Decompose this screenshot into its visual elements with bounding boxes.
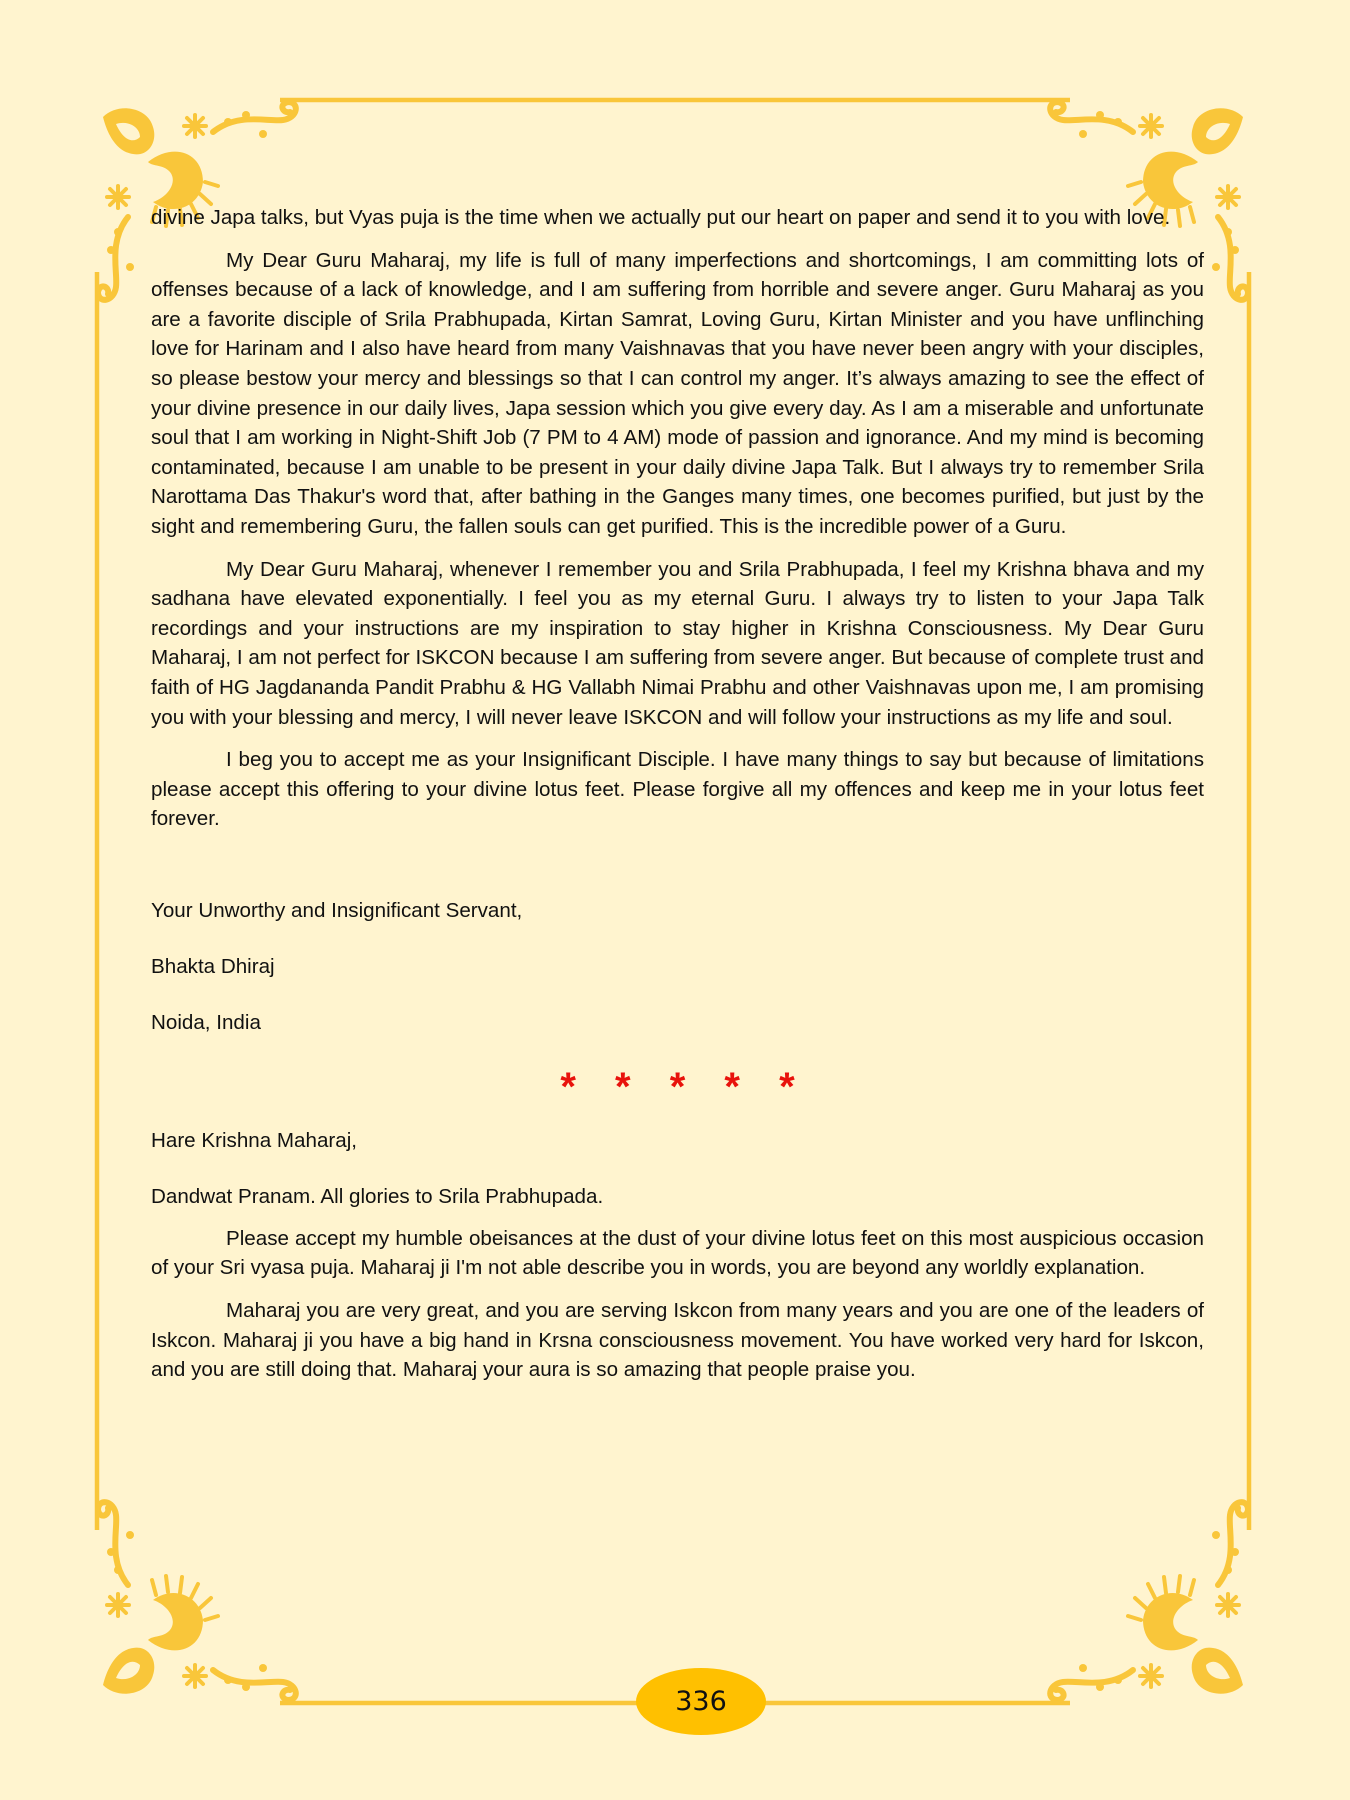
signature-closing: Your Unworthy and Insignificant Servant, [151, 898, 523, 922]
paragraph: Maharaj you are very great, and you are serving Iskcon from many years and you are one of the leaders of Iskcon. Maharaj ji you have a big hand in Krsna consciousness movement. You have worked very hard for Iskcon, and you are still doing that. Maharaj your aura is so amazing that people praise you. [151, 1299, 1204, 1382]
salutation: Hare Krishna Maharaj, [151, 1128, 358, 1152]
paragraph: divine Japa talks, but Vyas puja is the time when we actually put our heart on paper and send it to you with love. [151, 206, 1171, 229]
paragraph: I beg you to accept me as your Insignificant Disciple. I have many things to say but because of limitations please accept this offering to your divine lotus feet. Please forgive all my offences and keep me in your lotus feet forever. [151, 748, 1204, 831]
corner-ornament-bottom-right [1050, 1502, 1248, 1700]
greeting: Dandwat Pranam. All glories to Srila Prabhupada. [151, 1184, 604, 1208]
paragraph: Please accept my humble obeisances at the dust of your divine lotus feet on this most auspicious occasion of your Sri vyasa puja. Maharaj ji I'm not able describe you in words, you are beyond any worldly explanation. [151, 1226, 1204, 1280]
corner-ornament-bottom-left [98, 1502, 296, 1700]
signature-location: Noida, India [151, 1010, 261, 1034]
section-separator: * * * * * [560, 1064, 809, 1109]
paragraph: My Dear Guru Maharaj, whenever I remember you and Srila Prabhupada, I feel my Krishna bhava and my sadhana have elevated exponentially. I feel you as my eternal Guru. I always try to listen to your Japa Talk recordings and your instructions are my inspiration to stay higher in Krishna Consciousness. My Dear Guru Maharaj, I am not perfect for ISKCON because I am suffering from severe anger. But because of complete trust and faith of HG Jagdananda Pandit Prabhu & HG Vallabh Nimai Prabhu and other Vaishnavas upon me, I am promising you with your blessing and mercy, I will never leave ISKCON and will follow your instructions as my life and soul. [151, 557, 1204, 729]
page-number-badge [636, 1668, 766, 1735]
signature-name: Bhakta Dhiraj [151, 954, 275, 978]
page-number: 336 [675, 1686, 727, 1717]
paragraph: My Dear Guru Maharaj, my life is full of many imperfections and shortcomings, I am committing lots of offenses because of a lack of knowledge, and I am suffering from horrible and severe anger. Guru Maharaj as you are a favorite disciple of Srila Prabhupada, Kirtan Samrat, Loving Guru, Kirtan Minister and you have unflinching love for Harinam and I also have heard from many Vaishnavas that you have never been angry with your disciples, so please bestow your mercy and blessings so that I can control my anger. It’s always amazing to see the effect of your divine presence in our daily lives, Japa session which you give every day. As I am a miserable and unfortunate soul that I am working in Night-Shift Job (7 PM to 4 AM) mode of passion and ignorance. And my mind is becoming contaminated, because I am unable to be present in your daily divine Japa Talk. But I always try to remember Srila Narottama Das Thakur's word that, after bathing in the Ganges many times, one becomes purified, but just by the sight and remembering Guru, the fallen souls can get purified. This is the incredible power of a Guru. [151, 248, 1204, 538]
page-body [151, 203, 1204, 1398]
